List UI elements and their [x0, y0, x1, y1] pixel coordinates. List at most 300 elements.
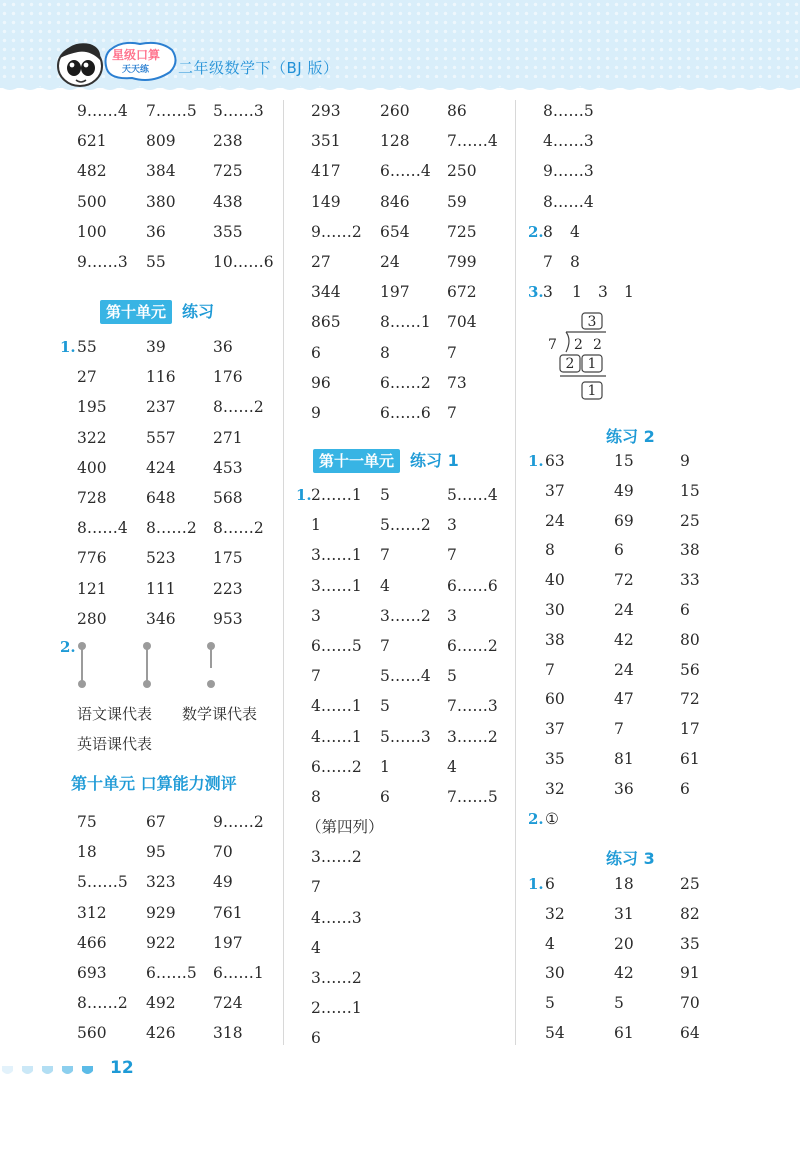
answer: 195	[77, 398, 107, 417]
answer: 175	[213, 549, 243, 568]
answer: 355	[213, 222, 243, 241]
answer: 3……1	[311, 546, 362, 565]
answer: 761	[213, 903, 243, 922]
answer-row	[60, 187, 280, 217]
answer: 72	[680, 690, 700, 709]
answer-row	[296, 540, 511, 570]
answer: 7	[380, 636, 390, 655]
answer-row	[60, 867, 280, 897]
answer: 75	[77, 813, 97, 831]
answer-row	[60, 543, 280, 573]
answer-row	[296, 217, 511, 247]
answer: 49	[213, 873, 233, 892]
answer: 438	[213, 192, 243, 211]
answer: 8	[380, 343, 390, 362]
answer-row	[60, 807, 280, 837]
answer: 42	[614, 630, 634, 649]
answer: 293	[311, 102, 341, 120]
answer: 32	[545, 779, 565, 798]
section-heading	[606, 846, 655, 869]
answer: 280	[77, 609, 107, 628]
answer: 39	[146, 338, 166, 356]
answer: 6	[680, 600, 690, 619]
answer: 6……2	[380, 373, 431, 392]
answer: 5……4	[380, 667, 431, 686]
answer-row	[528, 870, 788, 900]
answer: 111	[146, 579, 176, 598]
answer: 27	[311, 252, 331, 271]
answer: 96	[311, 373, 331, 392]
answer: 953	[213, 609, 243, 628]
section-heading	[71, 771, 237, 794]
answer: 9……3	[77, 252, 128, 271]
answer: 63	[545, 452, 565, 470]
dot-icon	[207, 680, 215, 688]
answer: 725	[213, 162, 243, 181]
answer: 417	[311, 162, 341, 181]
answer: 176	[213, 368, 243, 387]
answer: 776	[77, 549, 107, 568]
answer: 55	[77, 338, 97, 356]
section-label: 练习	[182, 302, 215, 321]
question-number: 1.	[296, 486, 312, 504]
answer: 37	[545, 481, 565, 500]
rep-label: 数学课代表	[182, 705, 258, 723]
answer-row	[296, 842, 511, 872]
answer: 15	[680, 481, 700, 500]
col3-practice3-answers	[528, 870, 788, 1049]
answer-row	[528, 277, 788, 307]
note: （第四列）	[306, 818, 384, 837]
answer: 5……3	[380, 727, 431, 746]
answer: 5	[545, 994, 555, 1013]
answer: 91	[680, 964, 700, 983]
answer-row	[296, 510, 511, 540]
answer: 3……2	[380, 606, 431, 625]
page-number: 12	[110, 1058, 134, 1078]
answer: 323	[146, 873, 176, 892]
answer: 36	[614, 779, 634, 798]
answer: 149	[311, 192, 341, 211]
answer-row	[528, 685, 788, 715]
answer: 6	[545, 875, 555, 893]
answer: 312	[77, 903, 107, 922]
answer: 9……2	[213, 813, 264, 831]
answer: 69	[614, 511, 634, 530]
answer: 799	[447, 252, 477, 271]
answer: 846	[380, 192, 410, 211]
answer: 35	[545, 749, 565, 768]
answer: 322	[77, 428, 107, 447]
answer: 1	[380, 757, 390, 776]
product-tens: 2	[565, 356, 575, 372]
answer: 17	[680, 720, 700, 739]
answer: 7	[543, 252, 553, 271]
answer: 24	[545, 511, 565, 530]
answer: 7	[311, 667, 321, 686]
answer: 27	[77, 368, 97, 387]
answer-row	[296, 752, 511, 782]
answer: 672	[447, 283, 477, 302]
answer: 49	[614, 481, 634, 500]
answer: 6……5	[311, 636, 362, 655]
answer: 70	[213, 843, 233, 862]
dividend-tens: 2	[574, 337, 583, 353]
section-label: 第十单元 口算能力测评	[71, 774, 237, 793]
answer: 3……2	[311, 848, 362, 867]
question-number: 2.	[528, 222, 544, 241]
answer: 384	[146, 162, 176, 181]
answer: 72	[614, 571, 634, 590]
answer: 922	[146, 933, 176, 952]
answer-row	[528, 745, 788, 775]
answer: 492	[146, 994, 176, 1013]
answer-row	[528, 715, 788, 745]
answer: 5……4	[447, 486, 498, 504]
answer-row	[296, 126, 511, 156]
answer: 344	[311, 283, 341, 302]
answer: 560	[77, 1024, 107, 1043]
answer: 55	[146, 252, 166, 271]
answer-row	[528, 187, 788, 217]
answer: 5	[614, 994, 624, 1013]
answer: 24	[614, 660, 634, 679]
answer: 25	[680, 511, 700, 530]
answer-row	[60, 453, 280, 483]
answer: 3	[447, 516, 457, 535]
answer: 648	[146, 488, 176, 507]
answer: 654	[380, 222, 410, 241]
answer: 250	[447, 162, 477, 181]
answer-row	[296, 691, 511, 721]
answer: 6	[311, 1029, 321, 1048]
answer: 15	[614, 452, 634, 470]
answer: 36	[146, 222, 166, 241]
answer: 25	[680, 875, 700, 893]
col3-practice2-answers	[528, 447, 788, 834]
answer: 4……3	[543, 132, 594, 151]
answer-row	[60, 362, 280, 392]
page-title: 二年级数学下（BJ 版）	[178, 59, 339, 77]
col1-q1-answers	[60, 332, 280, 634]
answer-row	[60, 392, 280, 422]
question-number: 2.	[60, 638, 76, 656]
answer-row	[296, 480, 511, 510]
answer: 6……6	[380, 403, 431, 422]
answer: 7……4	[447, 132, 498, 151]
answer: 59	[447, 192, 467, 211]
answer-row	[296, 782, 511, 812]
answer-row	[528, 126, 788, 156]
answer: 7……3	[447, 697, 498, 716]
answer: 8……4	[543, 192, 594, 211]
answer-row	[528, 900, 788, 930]
answer: 6	[680, 779, 690, 798]
answer: 61	[614, 1023, 634, 1042]
answer: 42	[614, 964, 634, 983]
section-unit-box: 第十单元	[100, 300, 172, 324]
answer-row	[296, 963, 511, 993]
section-heading	[100, 299, 214, 324]
quotient: 3	[587, 314, 597, 330]
question-number: 1.	[60, 338, 76, 356]
dot-icon	[207, 642, 215, 650]
answer: 318	[213, 1024, 243, 1043]
answer: 7	[447, 403, 457, 422]
answer-row	[296, 96, 511, 126]
answer-row	[528, 656, 788, 686]
answer-row	[528, 626, 788, 656]
answer: 8……2	[213, 398, 264, 417]
answer: 36	[213, 338, 233, 356]
answer: 2……1	[311, 486, 362, 504]
logo-subtitle: 天天练	[122, 65, 150, 75]
answer: 32	[545, 904, 565, 923]
answer: 8……2	[213, 519, 264, 538]
answer-row	[528, 96, 788, 126]
answer: 3……1	[311, 576, 362, 595]
answer-row	[296, 571, 511, 601]
answer: 557	[146, 428, 176, 447]
answer: 8	[311, 787, 321, 806]
answer: 6……5	[146, 963, 197, 982]
answer: 35	[680, 934, 700, 953]
answer-row	[60, 423, 280, 453]
answer-row	[60, 1018, 280, 1048]
answer: 5……5	[77, 873, 128, 892]
answer: 37	[545, 720, 565, 739]
answer-row	[528, 1019, 788, 1049]
dot-icon	[78, 680, 86, 688]
answer-row	[528, 596, 788, 626]
answer: 100	[77, 222, 107, 241]
answer: 380	[146, 192, 176, 211]
answer-row	[60, 483, 280, 513]
answer: 6……2	[447, 636, 498, 655]
answer: 8……4	[77, 519, 128, 538]
answer: 1	[311, 516, 321, 535]
answer: 568	[213, 488, 243, 507]
answer: 33	[680, 571, 700, 590]
answer-row	[528, 989, 788, 1019]
answer: 61	[680, 749, 700, 768]
answer: 54	[545, 1023, 565, 1042]
answer: 56	[680, 660, 700, 679]
question-number: 1.	[528, 452, 544, 470]
answer: 9……2	[311, 222, 362, 241]
answer: 128	[380, 132, 410, 151]
question-number: 3.	[528, 283, 544, 302]
answer: 7	[447, 343, 457, 362]
dot-icon	[143, 680, 151, 688]
answer: 10……6	[213, 252, 274, 271]
answer: 86	[447, 102, 467, 120]
column-divider	[515, 100, 516, 1045]
answer: 6……6	[447, 576, 498, 595]
section-heading	[606, 424, 655, 447]
answer-row	[296, 156, 511, 186]
answer-row	[296, 247, 511, 277]
answer: 1	[624, 283, 634, 302]
answer: 271	[213, 428, 243, 447]
answer: 8……2	[77, 994, 128, 1013]
question-number: 2.	[528, 809, 544, 828]
answer: 70	[680, 994, 700, 1013]
answer-row	[60, 332, 280, 362]
answer-row	[296, 722, 511, 752]
dot-icon	[143, 642, 151, 650]
logo-title: 星级口算	[112, 48, 161, 62]
col1-test-answers	[60, 807, 280, 1049]
answer: 20	[614, 934, 634, 953]
answer: 4……1	[311, 697, 362, 716]
answer: 4……3	[311, 908, 362, 927]
answer: 38	[545, 630, 565, 649]
answer-row	[528, 930, 788, 960]
answer: 4	[447, 757, 457, 776]
answer: ①	[545, 809, 559, 828]
answer: 197	[213, 933, 243, 952]
answer-row	[60, 156, 280, 186]
answer-row	[528, 805, 788, 835]
answer-row	[296, 993, 511, 1023]
section-unit-box: 第十一单元	[313, 449, 400, 473]
answer: 18	[614, 875, 634, 893]
answer-row	[528, 536, 788, 566]
answer: 73	[447, 373, 467, 392]
answer: 7	[447, 546, 457, 565]
section-label: 练习 3	[606, 849, 655, 868]
answer: 31	[614, 904, 634, 923]
answer: 8	[570, 252, 580, 271]
answer-row	[60, 96, 280, 126]
answer: 7	[380, 546, 390, 565]
answer: 82	[680, 904, 700, 923]
answer: 116	[146, 368, 176, 387]
answer: 8……1	[380, 313, 431, 332]
answer: 2……1	[311, 999, 362, 1018]
answer: 8	[545, 541, 555, 560]
answer: 693	[77, 963, 107, 982]
answer: 6	[311, 343, 321, 362]
answer: 4	[545, 934, 555, 953]
answer: 30	[545, 964, 565, 983]
answer: 424	[146, 458, 176, 477]
answer-row	[528, 566, 788, 596]
answer: 3	[543, 283, 553, 302]
divisor: 7	[548, 337, 557, 353]
answer: 18	[77, 843, 97, 862]
answer: 237	[146, 398, 176, 417]
product-ones: 1	[587, 356, 597, 372]
answer-row	[296, 307, 511, 337]
answer-row	[296, 398, 511, 428]
answer-row	[60, 928, 280, 958]
answer: 30	[545, 600, 565, 619]
answer: 47	[614, 690, 634, 709]
answer: 67	[146, 813, 166, 831]
rep-label: 英语课代表	[77, 735, 153, 753]
answer: 81	[614, 749, 634, 768]
answer-row	[528, 507, 788, 537]
answer: 5……2	[380, 516, 431, 535]
col3-top-answers	[528, 96, 788, 307]
answer: 3	[311, 606, 321, 625]
answer: 3	[598, 283, 608, 302]
answer-row	[296, 368, 511, 398]
answer: 7……5	[146, 102, 197, 120]
answer: 704	[447, 313, 477, 332]
answer: 453	[213, 458, 243, 477]
answer-row	[296, 661, 511, 691]
answer-row	[60, 217, 280, 247]
answer-row	[528, 217, 788, 247]
answer: 238	[213, 132, 243, 151]
answer: 6……2	[311, 757, 362, 776]
answer: 260	[380, 102, 410, 120]
matching-lines-diagram	[70, 638, 230, 693]
answer: 1	[572, 283, 582, 302]
answer: 8……2	[146, 519, 197, 538]
answer: 4……1	[311, 727, 362, 746]
col1-top-answers	[60, 96, 280, 277]
answer: 9	[311, 403, 321, 422]
answer: 24	[380, 252, 400, 271]
answer-row	[296, 1023, 511, 1053]
answer-row	[296, 601, 511, 631]
answer: 3……2	[447, 727, 498, 746]
answer: 5	[447, 667, 457, 686]
answer-row	[60, 958, 280, 988]
section-heading	[313, 448, 459, 473]
column-divider	[283, 100, 284, 1045]
answer-row	[528, 959, 788, 989]
answer: 60	[545, 690, 565, 709]
answer: 346	[146, 609, 176, 628]
answer: 8……5	[543, 102, 594, 120]
answer-row	[528, 247, 788, 277]
answer: 400	[77, 458, 107, 477]
answer: 6	[614, 541, 624, 560]
answer: 3……2	[311, 969, 362, 987]
answer: 9	[680, 452, 690, 470]
answer: 426	[146, 1024, 176, 1043]
long-division-figure	[538, 310, 618, 405]
answer-row	[60, 898, 280, 928]
section-label: 练习 1	[410, 451, 459, 470]
answer-row	[528, 477, 788, 507]
answer-row	[296, 812, 511, 842]
answer: 223	[213, 579, 243, 598]
answer: 64	[680, 1023, 700, 1042]
answer: 95	[146, 843, 166, 862]
answer: 121	[77, 579, 107, 598]
answer: 8	[543, 222, 553, 241]
answer: 466	[77, 933, 107, 952]
answer: 4	[311, 938, 321, 957]
answer: 809	[146, 132, 176, 151]
answer-row	[60, 837, 280, 867]
answer: 500	[77, 192, 107, 211]
answer-row	[528, 447, 788, 477]
col2-top-answers	[296, 96, 511, 428]
remainder: 1	[587, 383, 597, 399]
answer: 7	[311, 878, 321, 897]
answer: 865	[311, 313, 341, 332]
answer: 5	[380, 697, 390, 716]
answer-row	[60, 513, 280, 543]
answer: 6……4	[380, 162, 431, 181]
